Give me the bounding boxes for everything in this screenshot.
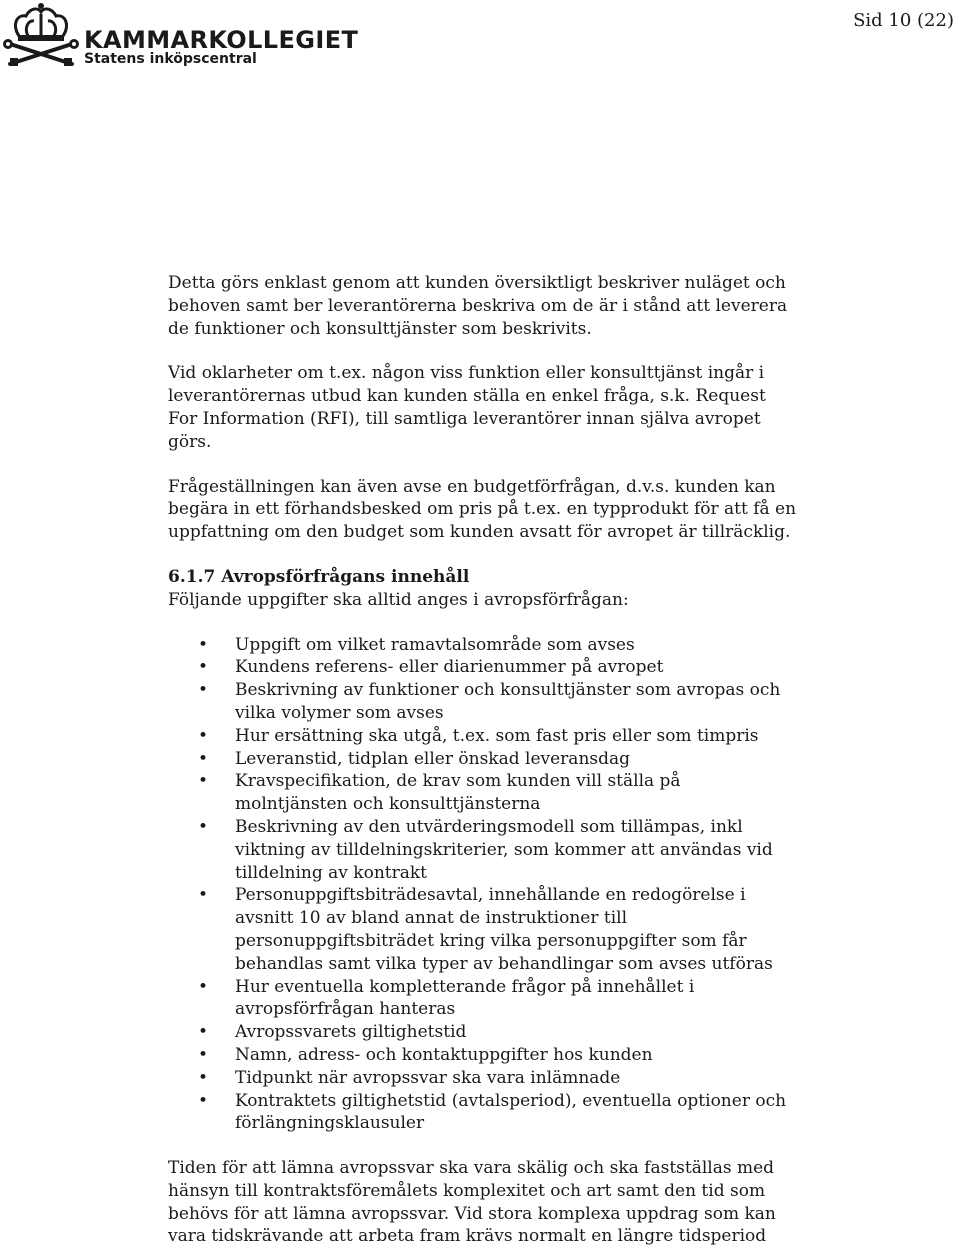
- list-item-text: Leveranstid, tidplan eller önskad leveransdag: [235, 748, 631, 769]
- bullet-icon: •: [198, 1044, 209, 1065]
- list-item: [168, 1090, 798, 1136]
- section-intro: Följande uppgifter ska alltid anges i avropsförfrågan:: [168, 589, 629, 610]
- bullet-icon: •: [198, 725, 209, 746]
- brand-tagline: Statens inköpscentral: [84, 51, 257, 67]
- list-item: [168, 1021, 798, 1044]
- section-heading: 6.1.7 Avropsförfrågans innehåll: [168, 566, 470, 587]
- crown-and-keys-icon: [2, 2, 80, 68]
- list-item-text: Hur ersättning ska utgå, t.ex. som fast pris eller som timpris: [235, 725, 759, 746]
- bullet-icon: •: [198, 976, 209, 997]
- bullet-icon: •: [198, 771, 209, 792]
- paragraph-intro: Detta görs enklast genom att kunden översiktligt beskriver nuläget och behoven samt ber leverantörerna beskriva om de är i stånd att leverera de funktioner och konsulttjänster som beskrivits.: [168, 273, 788, 339]
- list-item: [168, 679, 798, 725]
- list-item-text: Personuppgiftsbiträdesavtal, innehållande en redogörelse i avsnitt 10 av bland annat de instruktioner till personuppgiftsbiträdet kring vilka personuppgifter som får behandlas samt vilka typer av behandlingar som avses utföras: [235, 885, 773, 974]
- list-item: [168, 816, 798, 884]
- page-number: Sid 10 (22): [853, 10, 954, 31]
- bullet-icon: •: [198, 748, 209, 769]
- list-item-text: Hur eventuella kompletterande frågor på innehållet i avropsförfrågan hanteras: [235, 976, 695, 1020]
- paragraph-budget: Frågeställningen kan även avse en budgetförfrågan, d.v.s. kunden kan begära in ett förhandsbesked om pris på t.ex. en typprodukt för att få en uppfattning om den budget som kunden avsatt för avropet är tillräcklig.: [168, 476, 797, 543]
- bullet-icon: •: [198, 885, 209, 906]
- bullet-icon: •: [198, 634, 209, 655]
- list-item-text: Beskrivning av funktioner och konsulttjänster som avropas och vilka volymer som avses: [235, 680, 781, 723]
- list-item: [168, 634, 798, 657]
- list-item: [168, 1067, 798, 1090]
- document-body: [168, 272, 798, 1248]
- list-item: [168, 976, 798, 1022]
- list-item-text: Uppgift om vilket ramavtalsområde som avses: [235, 634, 635, 655]
- bullet-icon: •: [198, 1067, 209, 1088]
- paragraph-closing: Tiden för att lämna avropssvar ska vara skälig och ska fastställas med hänsyn till kontraktsföremålets komplexitet och art samt den tid som behövs för att lämna avropssvar. Vid stora komplexa uppdrag som kan vara tidskrävande att arbeta fram krävs normalt en längre tidsperiod: [168, 1158, 776, 1247]
- list-item-text: Kravspecifikation, de krav som kunden vill ställa på molntjänsten och konsulttjänsterna: [235, 771, 681, 815]
- list-item-text: Beskrivning av den utvärderingsmodell som tillämpas, inkl viktning av tilldelningskriterier, som kommer att användas vid tilldelning av kontrakt: [235, 816, 773, 883]
- list-item: [168, 725, 798, 748]
- bullet-icon: •: [198, 1022, 209, 1043]
- list-item-text: Avropssvarets giltighetstid: [235, 1022, 467, 1043]
- list-item: [168, 656, 798, 679]
- brand-name: KAMMARKOLLEGIET: [84, 26, 359, 54]
- requirements-list: [168, 634, 798, 1136]
- page-header: [0, 0, 960, 90]
- list-item: [168, 1044, 798, 1067]
- list-item-text: Namn, adress- och kontaktuppgifter hos kunden: [235, 1044, 653, 1065]
- bullet-icon: •: [198, 816, 209, 837]
- bullet-icon: •: [198, 657, 209, 678]
- list-item-text: Tidpunkt när avropssvar ska vara inlämnade: [235, 1067, 621, 1088]
- list-item: [168, 770, 798, 816]
- list-item: [168, 884, 798, 975]
- bullet-icon: •: [198, 1090, 209, 1111]
- paragraph-rfi: Vid oklarheter om t.ex. någon viss funktion eller konsulttjänst ingår i leverantörernas utbud kan kunden ställa en enkel fråga, s.k. Request For Information (RFI), till samtliga leverantörer innan själva avropet görs.: [168, 363, 766, 452]
- kammarkollegiet-logo: [2, 2, 359, 68]
- list-item-text: Kontraktets giltighetstid (avtalsperiod), eventuella optioner och förlängningsklausuler: [235, 1090, 787, 1134]
- bullet-icon: •: [198, 680, 209, 701]
- list-item-text: Kundens referens- eller diarienummer på avropet: [235, 657, 664, 678]
- list-item: [168, 748, 798, 771]
